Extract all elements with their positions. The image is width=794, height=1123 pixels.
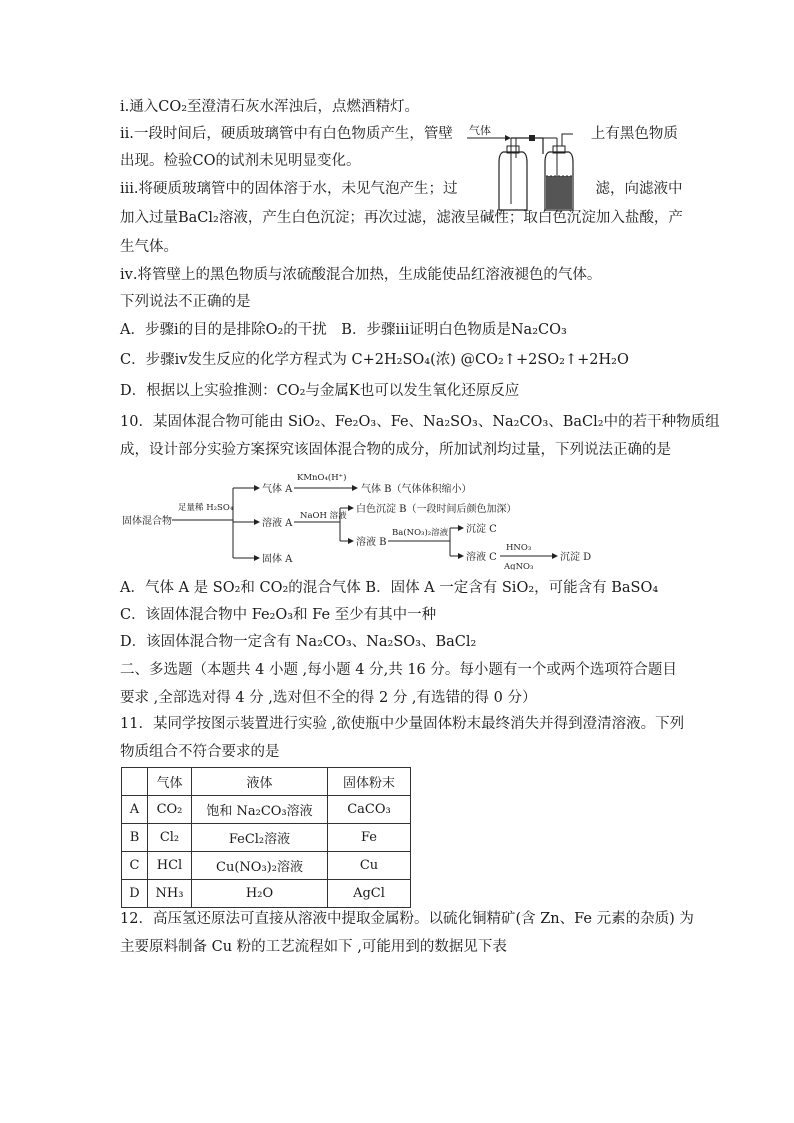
table-header-cell: 气体: [148, 768, 192, 796]
table-cell: Cu: [328, 852, 411, 880]
flow-bano3: Ba(NO₃)₂溶液: [392, 528, 449, 538]
flow-ppt-c: 沉淀 C: [466, 524, 497, 535]
q9-step2-line: [120, 124, 678, 144]
table-cell: C: [122, 852, 148, 880]
flow-naoh: NaOH 溶液: [300, 511, 347, 521]
apparatus-gas-label: 气体: [469, 124, 491, 137]
table-cell: H₂O: [192, 880, 328, 908]
table-cell: Cu(NO₃)₂溶液: [192, 852, 328, 880]
table-cell: 饱和 Na₂CO₃溶液: [192, 796, 328, 824]
q12-stem-line2: 主要原料制备 Cu 粉的工艺流程如下 ,可能用到的数据见下表: [120, 939, 507, 955]
flow-hno3: HNO₃: [506, 543, 532, 553]
table-cell: AgCl: [328, 880, 411, 908]
flow-sol-b: 溶液 B: [356, 537, 387, 548]
section2-line2: 要求 ,全部选对得 4 分 ,选对但不全的得 2 分 ,有选错的得 0 分）: [120, 690, 537, 706]
table-cell: CaCO₃: [328, 796, 411, 824]
flow-agno3: AgNO₃: [504, 562, 534, 570]
flow-solid-a: 固体 A: [262, 554, 293, 565]
q10-stem-line2: 成，设计部分实验方案探究该固体混合物的成分，所加试剂均过量，下列说法正确的是: [120, 442, 671, 458]
q9-step2-part1: ⅱ.一段时间后，硬质玻璃管中有白色物质产生，管壁: [120, 126, 453, 142]
table-row: [122, 852, 411, 880]
q9-question: 下列说法不正确的是: [120, 294, 251, 310]
table-row: [122, 796, 411, 824]
table-cell: Fe: [328, 824, 411, 852]
table-cell: FeCl₂溶液: [192, 824, 328, 852]
table-row: [122, 824, 411, 852]
q9-step4: ⅳ.将管壁上的黑色物质与浓硫酸混合加热，生成能使品红溶液褪色的气体。: [120, 267, 602, 283]
q11-stem-line1: 11．某同学按图示装置进行实验 ,欲使瓶中少量固体粉末最终消失并得到澄清溶液。下列: [120, 716, 685, 732]
flow-kmno4: KMnO₄(H⁺): [297, 473, 347, 483]
q9-step3-cont: 加入过量BaCl₂溶液，产生白色沉淀；再次过滤，滤液呈碱性；取白色沉淀加入盐酸，产: [120, 210, 683, 226]
q9-step3-part2: 滤，向滤液中: [595, 181, 683, 197]
table-header-cell: 液体: [192, 768, 328, 796]
q9-step3-part1: ⅲ.将硬质玻璃管中的固体溶于水，未见气泡产生；过: [120, 181, 458, 197]
q9-step3-line: [120, 179, 683, 199]
q9-step2-cont: 出现。检验CO的试剂未见明显变化。: [120, 153, 361, 169]
table-header-cell: [122, 768, 148, 796]
q10-stem-line1: 10．某固体混合物可能由 SiO₂、Fe₂O₃、Fe、Na₂SO₃、Na₂CO₃、BaCl₂中的若干种物质组: [120, 414, 720, 430]
flow-reagent1: 足量稀 H₂SO₄: [178, 503, 234, 513]
q10-option-ab: A．气体 A 是 SO₂和 CO₂的混合气体 B．固体 A 一定含有 SiO₂，可能含有 BaSO₄: [120, 580, 659, 596]
q9-step3-end: 生气体。: [120, 239, 178, 255]
table-row: [122, 880, 411, 908]
table-header-cell: 固体粉末: [328, 768, 411, 796]
table-cell: NH₃: [148, 880, 192, 908]
section2-line1: 二、多选题（本题共 4 小题 ,每小题 4 分,共 16 分。每小题有一个或两个选项符合题目: [120, 662, 677, 678]
flow-gas-a: 气体 A: [262, 484, 293, 495]
q11-table: [121, 767, 411, 908]
table-header-row: [122, 768, 411, 796]
gas-bottles-diagram: [465, 124, 575, 214]
q10-flow-diagram: [120, 470, 680, 570]
q9-step1: ⅰ.通入CO₂至澄清石灰水浑浊后，点燃酒精灯。: [120, 99, 420, 115]
flow-start: 固体混合物: [122, 516, 172, 527]
flow-ppt-d: 沉淀 D: [560, 552, 592, 563]
q12-stem-line1: 12．高压氢还原法可直接从溶液中提取金属粉。以硫化铜精矿(含 Zn、Fe 元素的杂质) 为: [120, 911, 694, 927]
table-cell: A: [122, 796, 148, 824]
flow-gas-b: 气体 B（气体体积缩小）: [361, 484, 472, 495]
q10-option-c: C．该固体混合物中 Fe₂O₃和 Fe 至少有其中一种: [120, 607, 437, 623]
q10-option-d: D．该固体混合物一定含有 Na₂CO₃、Na₂SO₃、BaCl₂: [120, 634, 477, 650]
q11-stem-line2: 物质组合不符合要求的是: [120, 744, 280, 760]
table-cell: D: [122, 880, 148, 908]
table-cell: B: [122, 824, 148, 852]
table-cell: CO₂: [148, 796, 192, 824]
table-cell: Cl₂: [148, 824, 192, 852]
q9-step2-part2: 上有黑色物质: [590, 126, 678, 142]
flow-sol-a: 溶液 A: [262, 518, 293, 529]
q9-option-d: D．根据以上实验推测：CO₂与金属K也可以发生氧化还原反应: [120, 383, 520, 399]
q9-option-c: C．步骤ⅳ发生反应的化学方程式为 C+2H₂SO₄(浓) @CO₂↑+2SO₂↑+2H₂O: [120, 352, 629, 368]
flow-white-ppt: 白色沉淀 B（一段时间后颜色加深）: [356, 504, 517, 515]
table-cell: HCl: [148, 852, 192, 880]
flow-sol-c: 溶液 C: [466, 552, 497, 563]
q9-option-ab: A．步骤ⅰ的目的是排除O₂的干扰 B．步骤ⅲ证明白色物质是Na₂CO₃: [120, 322, 567, 338]
